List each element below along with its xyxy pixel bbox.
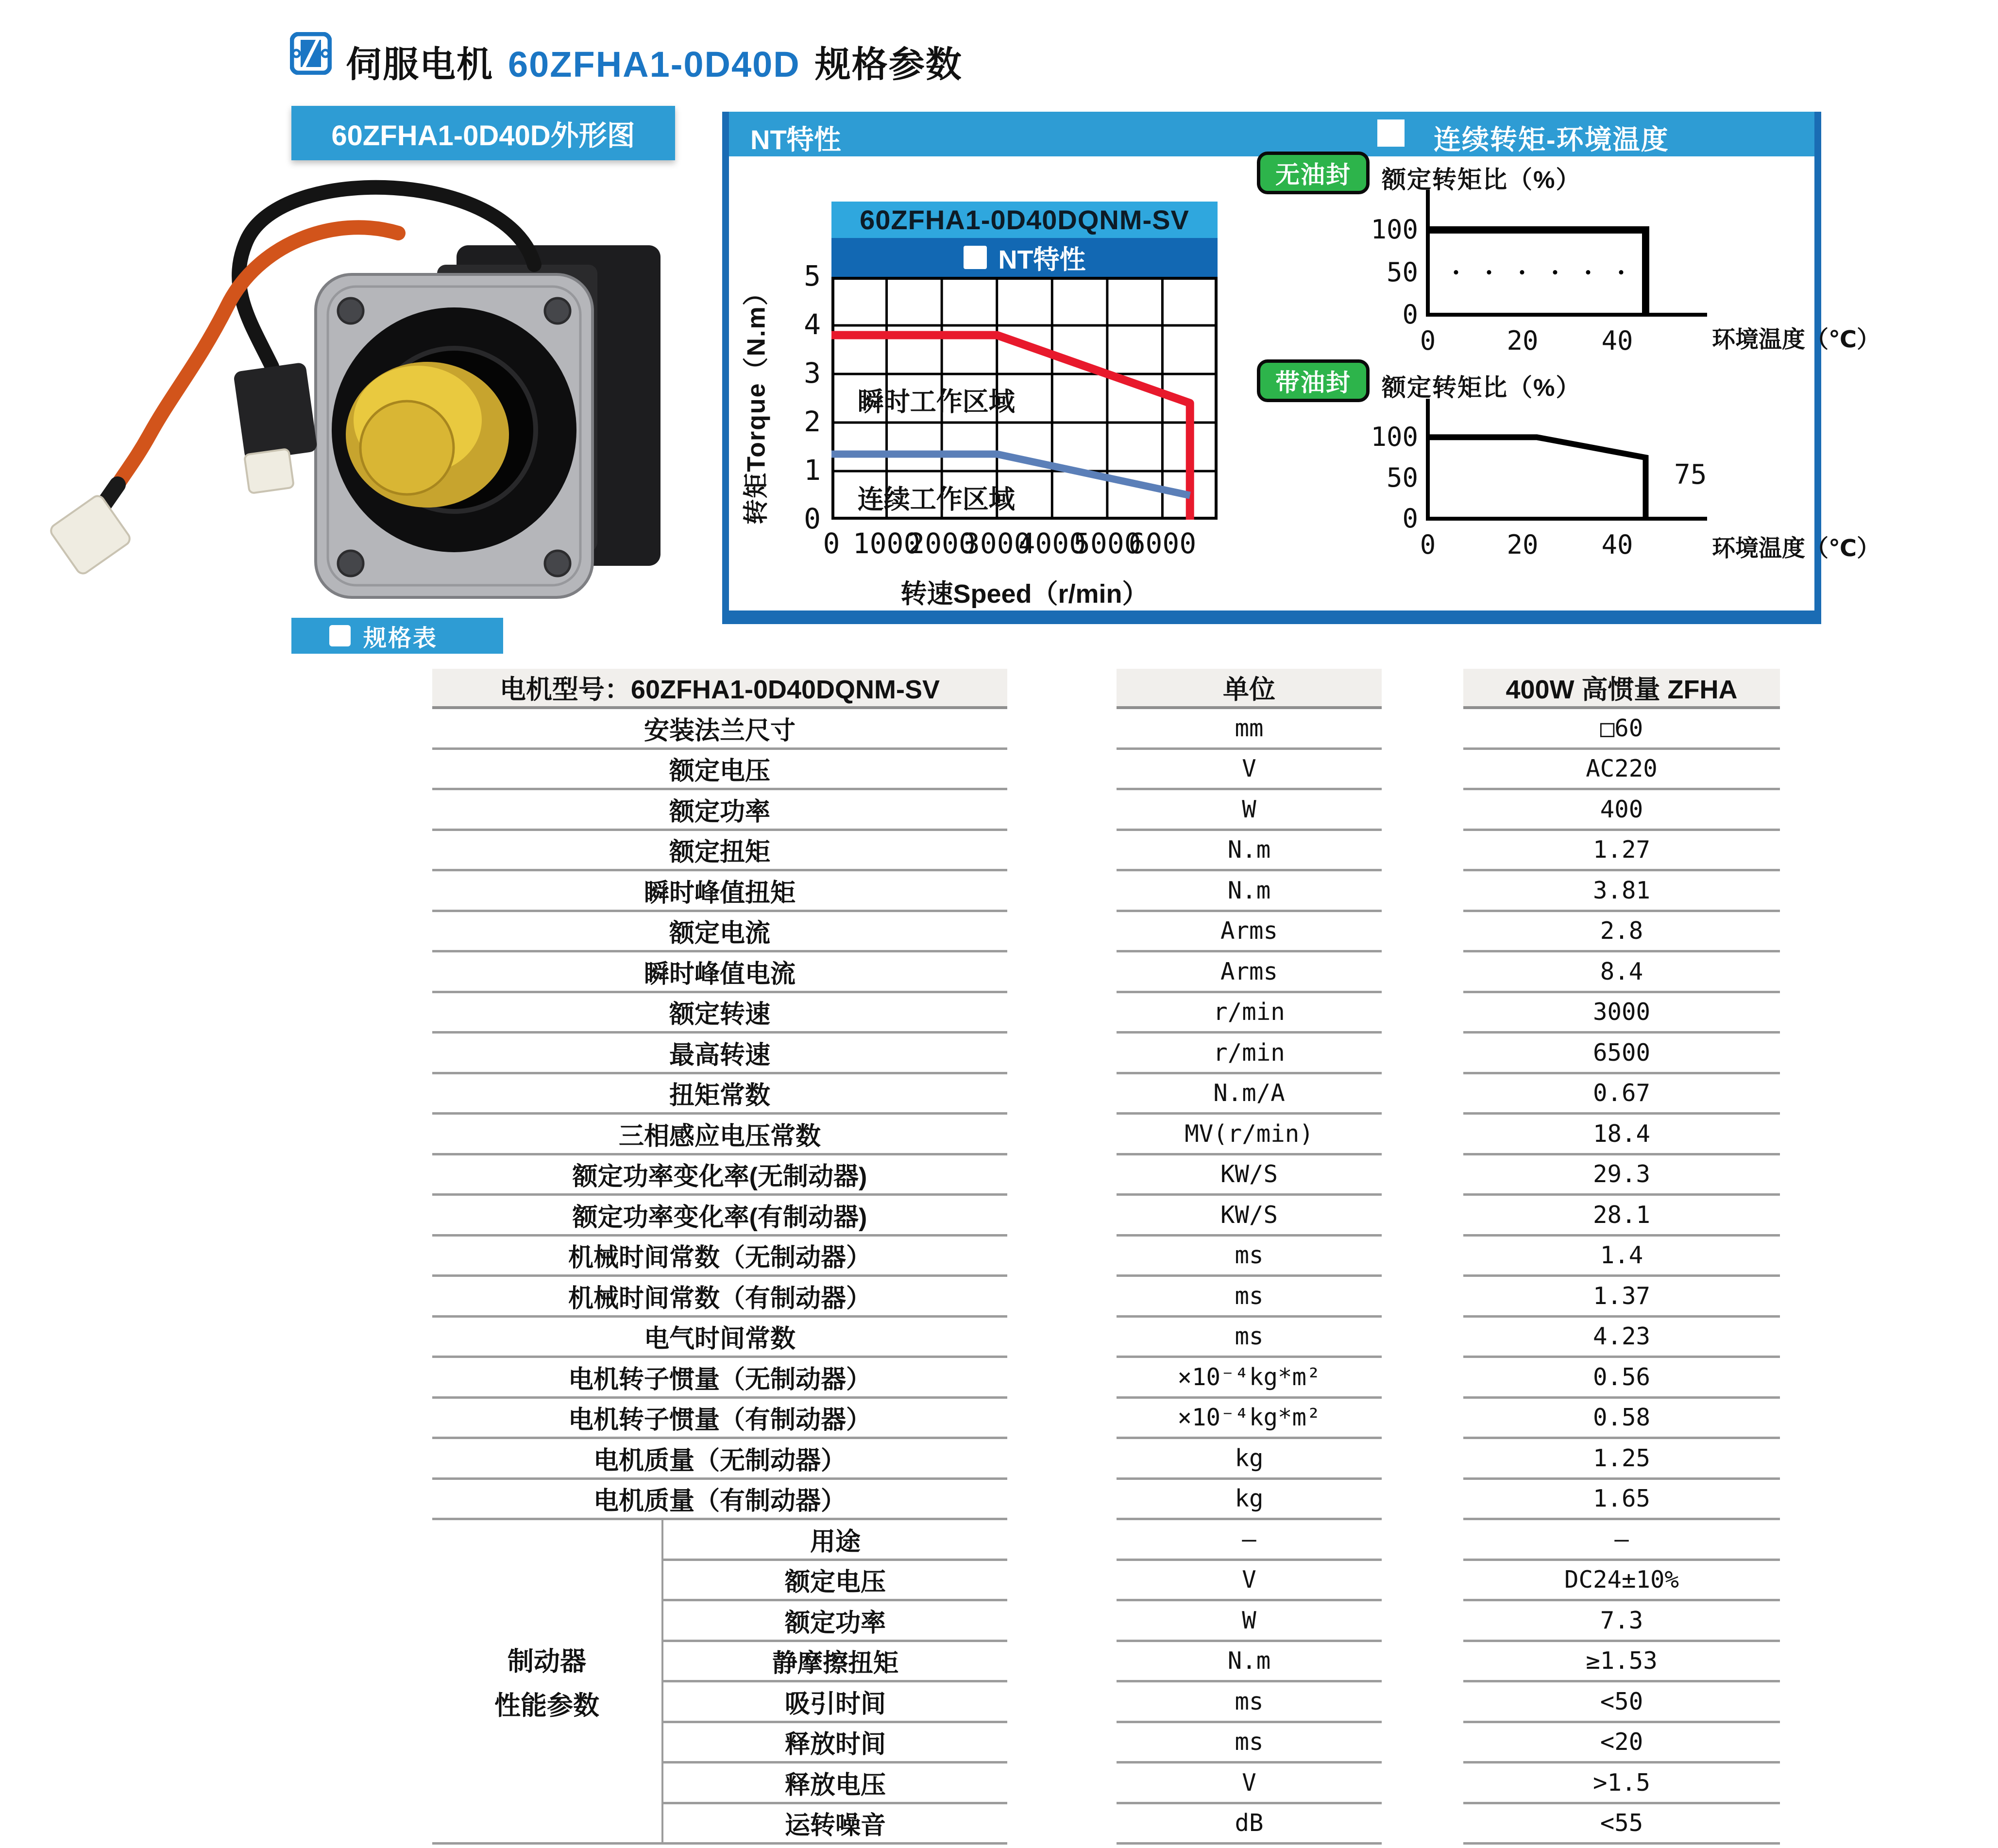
brake-row-value: <55 [1463, 1804, 1780, 1845]
spec-row-unit: W [1117, 790, 1382, 831]
nt-y-tick: 4 [804, 308, 821, 341]
spec-row-value: AC220 [1463, 750, 1780, 791]
spec-row-value: 18.4 [1463, 1115, 1780, 1155]
nt-x-axis-label: 转速Speed（r/min） [900, 579, 1149, 609]
ratio-label-bottom: 额定转矩比（%） [1382, 374, 1581, 401]
square-bullet-icon [1377, 119, 1405, 147]
temp-x-tick: 40 [1601, 529, 1633, 560]
spec-row-name: 最高转速 [432, 1034, 1007, 1074]
brake-row-name: 用途 [663, 1520, 1007, 1561]
servo-logo-icon [290, 32, 332, 75]
spec-row-value: 2.8 [1463, 912, 1780, 953]
brake-parameter-group [432, 1520, 1007, 1845]
nt-chart-subtitle-bar [831, 238, 1218, 277]
spec-row-unit: r/min [1117, 1034, 1382, 1074]
brake-row-value: — [1463, 1520, 1780, 1561]
temp-y-tick: 50 [1386, 462, 1418, 493]
spec-row-unit: r/min [1117, 993, 1382, 1034]
spec-row-name: 电机转子惯量（有制动器） [432, 1399, 1007, 1440]
spec-row-value: 28.1 [1463, 1196, 1780, 1237]
brake-row-name: 额定电压 [663, 1561, 1007, 1602]
curve-无油封 [1428, 230, 1646, 315]
spec-row-value: 3000 [1463, 993, 1780, 1034]
brake-row-unit: V [1117, 1561, 1382, 1602]
spec-row-value: 0.58 [1463, 1399, 1780, 1440]
no-oil-seal-button: 无油封 [1257, 152, 1370, 194]
spec-row-name: 额定功率变化率(无制动器) [432, 1155, 1007, 1196]
brake-row-name: 释放电压 [663, 1763, 1007, 1804]
spec-row-value: 0.56 [1463, 1358, 1780, 1399]
spec-row-unit: kg [1117, 1480, 1382, 1521]
brake-row-value: DC24±10% [1463, 1561, 1780, 1602]
spec-row-value: 0.67 [1463, 1074, 1780, 1115]
spec-header-value: 400W 高惯量 ZFHA [1463, 669, 1780, 709]
curve-带油封 [1428, 437, 1646, 519]
brake-row-name: 静摩擦扭矩 [663, 1642, 1007, 1683]
page-title-model: 60ZFHA1-0D40D [508, 44, 800, 85]
spec-header-model: 电机型号：60ZFHA1-0D40DQNM-SV [432, 669, 1007, 709]
spec-row-value: 4.23 [1463, 1318, 1780, 1358]
brake-row-name: 释放时间 [663, 1723, 1007, 1764]
spec-table-value-column [1463, 669, 1780, 1845]
temp-x-tick: 0 [1420, 529, 1436, 560]
spec-table-name-column [432, 669, 1007, 1845]
nt-chart-model-bar: 60ZFHA1-0D40DQNM-SV [831, 202, 1218, 238]
spec-row-unit: V [1117, 750, 1382, 791]
nt-y-tick: 2 [804, 405, 821, 438]
spec-row-unit: MV(r/min) [1117, 1115, 1382, 1155]
brake-row-value: <20 [1463, 1723, 1780, 1764]
spec-row-name: 瞬时峰值扭矩 [432, 871, 1007, 912]
temp-axis-label-bottom: 环境温度（℃） [1712, 536, 1880, 561]
nt-region-label: 瞬时工作区域 [857, 387, 1015, 417]
brake-row-name: 运转噪音 [663, 1804, 1007, 1845]
square-bullet-icon [964, 246, 987, 269]
spec-row-name: 瞬时峰值电流 [432, 952, 1007, 993]
spec-row-unit: N.m [1117, 831, 1382, 872]
brake-row-unit: ms [1117, 1723, 1382, 1764]
spec-row-value: 6500 [1463, 1034, 1780, 1074]
temp-annotation: 75 [1674, 459, 1707, 491]
page-title-suffix: 规格参数 [814, 44, 963, 85]
brake-row-value: <50 [1463, 1682, 1780, 1723]
spec-row-unit: ×10⁻⁴kg*m² [1117, 1399, 1382, 1440]
spec-row-value: 1.65 [1463, 1480, 1780, 1521]
spec-row-value: 1.27 [1463, 831, 1780, 872]
nt-x-tick: 5000 [1073, 527, 1141, 560]
page-title [346, 36, 963, 87]
brake-row-name: 额定功率 [663, 1601, 1007, 1642]
spec-row-name: 机械时间常数（无制动器） [432, 1237, 1007, 1277]
spec-header-unit: 单位 [1117, 669, 1382, 709]
nt-x-tick: 0 [823, 527, 840, 560]
spec-row-unit: ms [1117, 1237, 1382, 1277]
no-oil-seal-derating-chart [1404, 187, 1724, 333]
spec-row-unit: Arms [1117, 952, 1382, 993]
nt-y-tick: 1 [804, 454, 821, 487]
brake-row-value: >1.5 [1463, 1763, 1780, 1804]
spec-row-name: 额定功率 [432, 790, 1007, 831]
temp-x-tick: 40 [1601, 325, 1633, 356]
spec-row-unit: Arms [1117, 912, 1382, 953]
spec-row-name: 额定功率变化率(有制动器) [432, 1196, 1007, 1237]
spec-row-name: 安装法兰尺寸 [432, 709, 1007, 750]
temp-y-tick: 0 [1402, 503, 1418, 534]
temp-y-tick: 100 [1371, 422, 1418, 453]
spec-row-name: 额定电压 [432, 750, 1007, 791]
spec-table-unit-column [1117, 669, 1382, 1845]
spec-table-badge [291, 618, 503, 654]
brake-row-name: 吸引时间 [663, 1682, 1007, 1723]
temp-y-tick: 0 [1402, 299, 1418, 330]
dotted-line-dot [1520, 270, 1524, 274]
square-bullet-icon [329, 625, 351, 646]
spec-row-value: 400 [1463, 790, 1780, 831]
nt-panel-header-right: 连续转矩-环境温度 [1434, 124, 1669, 155]
dotted-line-dot [1454, 270, 1458, 274]
nt-y-tick: 3 [804, 356, 821, 390]
brake-group-label [432, 1520, 661, 1845]
nt-panel-header-left: NT特性 [750, 124, 841, 155]
nt-x-tick: 6000 [1128, 527, 1197, 560]
temp-axis-label-top: 环境温度（℃） [1712, 327, 1880, 353]
brake-row-unit: ms [1117, 1682, 1382, 1723]
spec-row-name: 额定转速 [432, 993, 1007, 1034]
spec-row-name: 电气时间常数 [432, 1318, 1007, 1358]
spec-row-value: 1.4 [1463, 1237, 1780, 1277]
temp-x-tick: 20 [1507, 325, 1539, 356]
spec-row-value: 1.37 [1463, 1277, 1780, 1318]
motor-photo [29, 160, 709, 607]
spec-row-unit: KW/S [1117, 1196, 1382, 1237]
nt-y-axis-label: 转矩Torque（N.m） [742, 279, 771, 525]
spec-row-name: 额定电流 [432, 912, 1007, 953]
brake-row-unit: V [1117, 1763, 1382, 1804]
nt-x-tick: 4000 [1018, 527, 1086, 560]
spec-row-unit: N.m [1117, 871, 1382, 912]
spec-row-unit: N.m/A [1117, 1074, 1382, 1115]
spec-row-name: 电机质量（无制动器） [432, 1439, 1007, 1480]
dotted-line-dot [1619, 270, 1624, 274]
brake-row-unit: N.m [1117, 1642, 1382, 1683]
with-oil-seal-button: 带油封 [1257, 359, 1370, 402]
temp-y-tick: 50 [1386, 256, 1418, 288]
nt-x-tick: 2000 [908, 527, 976, 560]
spec-row-value: 1.25 [1463, 1439, 1780, 1480]
spec-row-name: 三相感应电压常数 [432, 1115, 1007, 1155]
ratio-label-top: 额定转矩比（%） [1382, 166, 1581, 193]
spec-row-name: 机械时间常数（有制动器） [432, 1277, 1007, 1318]
motor-shaft-cap [346, 362, 509, 508]
spec-row-name: 电机转子惯量（无制动器） [432, 1358, 1007, 1399]
dotted-line-dot [1553, 270, 1558, 274]
brake-row-unit: dB [1117, 1804, 1382, 1845]
spec-row-name: 扭矩常数 [432, 1074, 1007, 1115]
brake-row-value: ≥1.53 [1463, 1642, 1780, 1683]
nt-y-tick: 0 [804, 502, 821, 535]
dotted-line-dot [1487, 270, 1491, 274]
nt-x-tick: 3000 [963, 527, 1031, 560]
brake-group-label-line: 制动器 [508, 1646, 586, 1676]
spec-row-value: 29.3 [1463, 1155, 1780, 1196]
spec-row-value: □60 [1463, 709, 1780, 750]
brake-row-value: 7.3 [1463, 1601, 1780, 1642]
spec-row-unit: KW/S [1117, 1155, 1382, 1196]
spec-row-unit: kg [1117, 1439, 1382, 1480]
nt-region-label: 连续工作区域 [857, 485, 1015, 514]
temp-y-tick: 100 [1371, 214, 1418, 245]
brake-group-label-line: 性能参数 [494, 1691, 599, 1720]
dotted-line-dot [1586, 270, 1591, 274]
spec-row-name: 额定扭矩 [432, 831, 1007, 872]
nt-y-tick: 5 [804, 259, 821, 292]
spec-table-badge-label: 规格表 [363, 625, 438, 651]
brake-rows-column [661, 1520, 1007, 1845]
spec-row-unit: mm [1117, 709, 1382, 750]
temp-x-tick: 0 [1420, 325, 1436, 356]
spec-row-unit: ms [1117, 1318, 1382, 1358]
spec-row-value: 8.4 [1463, 952, 1780, 993]
photo-panel-banner: 60ZFHA1-0D40D外形图 [291, 106, 675, 160]
nt-x-tick: 1000 [852, 527, 921, 560]
nt-chart-subtitle: NT特性 [998, 245, 1086, 274]
brake-row-unit: — [1117, 1520, 1382, 1561]
temp-x-tick: 20 [1507, 529, 1539, 560]
page-title-prefix: 伺服电机 [346, 44, 493, 85]
spec-row-unit: ×10⁻⁴kg*m² [1117, 1358, 1382, 1399]
spec-row-name: 电机质量（有制动器） [432, 1480, 1007, 1521]
brake-row-unit: W [1117, 1601, 1382, 1642]
spec-row-value: 3.81 [1463, 871, 1780, 912]
spec-row-unit: ms [1117, 1277, 1382, 1318]
